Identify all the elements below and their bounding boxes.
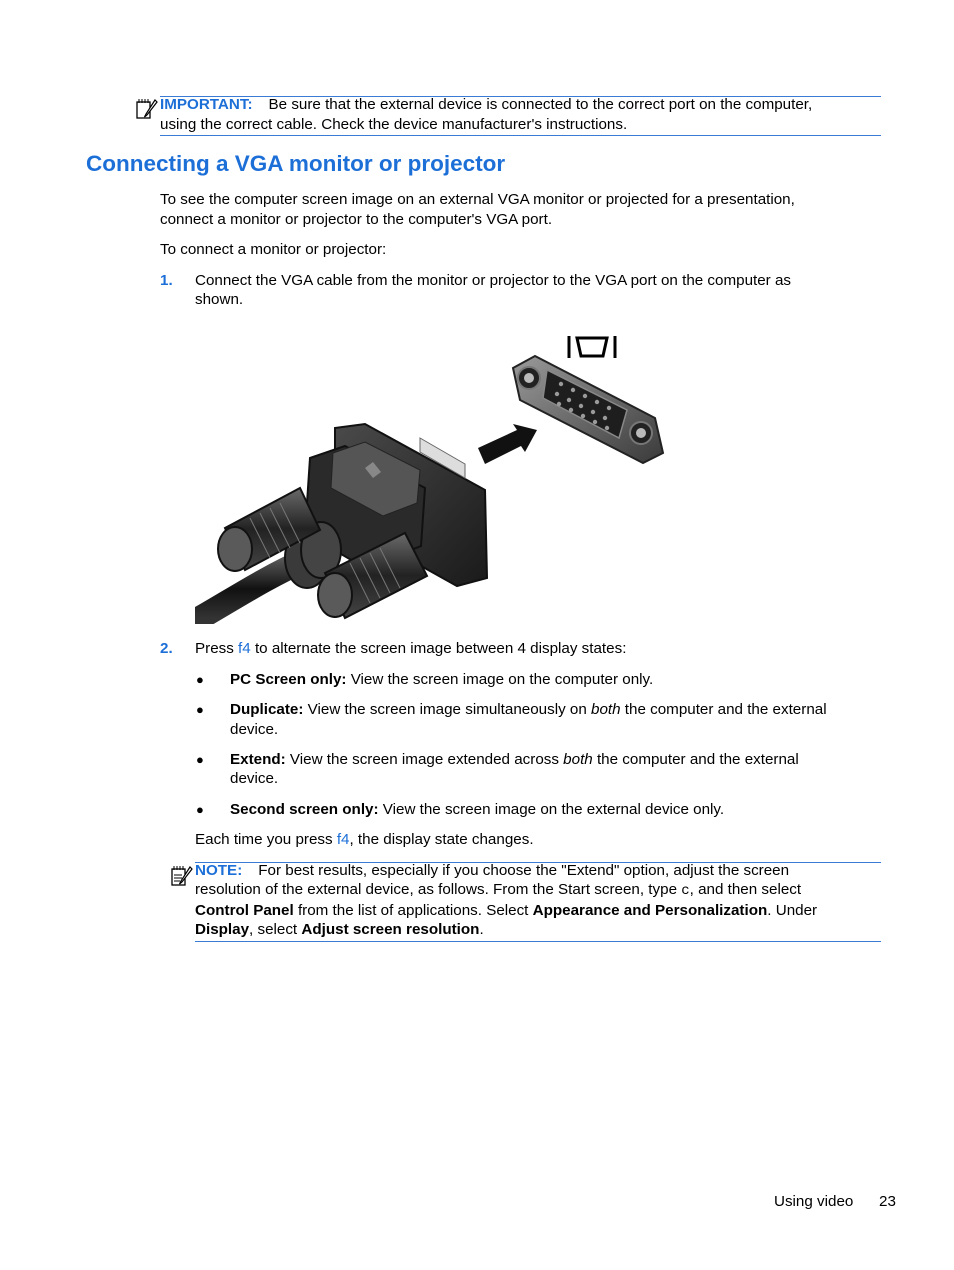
note-text: , select bbox=[249, 921, 302, 938]
vga-illustration bbox=[195, 328, 670, 624]
note-text: . bbox=[479, 921, 484, 938]
bullet-icon: ● bbox=[196, 752, 204, 767]
note-text: . Under bbox=[767, 902, 818, 919]
f4-key-link[interactable]: f4 bbox=[238, 640, 251, 657]
note-line-4 bbox=[195, 920, 484, 940]
note-code: c bbox=[681, 883, 690, 899]
note-bold: Adjust screen resolution bbox=[301, 921, 480, 938]
bullet-emphasis: both bbox=[591, 701, 621, 718]
note-line-2 bbox=[195, 880, 801, 901]
bullet-emphasis: both bbox=[563, 751, 593, 768]
note-line-3 bbox=[195, 901, 817, 921]
important-bottom-rule bbox=[160, 135, 881, 136]
each-time-text bbox=[195, 830, 534, 850]
important-label: IMPORTANT: bbox=[160, 96, 253, 113]
step-2-number: 2. bbox=[160, 640, 173, 657]
vga-port-icon bbox=[569, 336, 615, 358]
insert-arrow-icon bbox=[478, 424, 537, 464]
vga-port bbox=[513, 356, 663, 463]
note-text-1: For best results, especially if you choose the "Extend" option, adjust the screen bbox=[258, 862, 790, 879]
important-line-1 bbox=[160, 95, 880, 115]
important-line-2: using the correct cable. Check the device manufacturer's instructions. bbox=[160, 116, 628, 133]
bullet-text: View the screen image extended across bbox=[285, 751, 564, 768]
bullet-duplicate bbox=[230, 700, 827, 720]
step-1-line-1: Connect the VGA cable from the monitor or projector to the VGA port on the computer as bbox=[195, 272, 791, 289]
note-bold: Display bbox=[195, 921, 250, 938]
each-time-pre: Each time you press bbox=[195, 831, 337, 848]
bullet-text: View the screen image on the computer only. bbox=[346, 671, 654, 688]
bullet-text: the computer and the external bbox=[620, 701, 827, 718]
page-number: 23 bbox=[879, 1193, 896, 1210]
important-icon bbox=[135, 97, 159, 121]
each-time-post: , the display state changes. bbox=[349, 831, 534, 848]
intro-line-1: To see the computer screen image on an external VGA monitor or projected for a presentation, bbox=[160, 191, 795, 208]
bullet-text: View the screen image on the external device only. bbox=[378, 801, 725, 818]
f4-key-link[interactable]: f4 bbox=[336, 831, 350, 848]
note-label: NOTE: bbox=[195, 862, 243, 879]
bullet-icon: ● bbox=[196, 802, 204, 817]
note-line-1 bbox=[195, 861, 789, 881]
bullet-icon: ● bbox=[196, 702, 204, 717]
bullet-extend-line-2: device. bbox=[230, 770, 279, 787]
note-icon bbox=[170, 864, 194, 888]
step-1-number: 1. bbox=[160, 272, 173, 289]
note-bold: Control Panel bbox=[195, 902, 294, 919]
section-title: Connecting a VGA monitor or projector bbox=[86, 151, 506, 176]
bullet-term: Extend: bbox=[230, 751, 286, 768]
note-text: resolution of the external device, as follows. From the Start screen, type bbox=[195, 881, 682, 898]
bullet-term: PC Screen only: bbox=[230, 671, 347, 688]
bullet-second-screen-only bbox=[230, 800, 724, 820]
bullet-extend bbox=[230, 750, 799, 770]
bullet-term: Duplicate: bbox=[230, 701, 304, 718]
note-bottom-rule bbox=[195, 941, 881, 942]
important-text-1: Be sure that the external device is connected to the correct port on the computer, bbox=[268, 96, 813, 113]
note-text: , and then select bbox=[689, 881, 802, 898]
step-2-text bbox=[195, 639, 626, 659]
bullet-term: Second screen only: bbox=[230, 801, 379, 818]
bullet-duplicate-line-2: device. bbox=[230, 721, 279, 738]
bullet-pc-screen-only bbox=[230, 670, 653, 690]
note-bold: Appearance and Personalization bbox=[532, 902, 768, 919]
intro-line-2: connect a monitor or projector to the computer's VGA port. bbox=[160, 211, 553, 228]
step-1-line-2: shown. bbox=[195, 291, 244, 308]
bullet-icon: ● bbox=[196, 672, 204, 687]
bullet-text: View the screen image simultaneously on bbox=[303, 701, 592, 718]
step-2-pre: Press bbox=[195, 640, 239, 657]
note-text: from the list of applications. Select bbox=[293, 902, 533, 919]
to-connect-text: To connect a monitor or projector: bbox=[160, 241, 387, 258]
step-2-post: to alternate the screen image between 4 display states: bbox=[250, 640, 627, 657]
bullet-text: the computer and the external bbox=[592, 751, 799, 768]
footer-section: Using video bbox=[774, 1193, 854, 1210]
